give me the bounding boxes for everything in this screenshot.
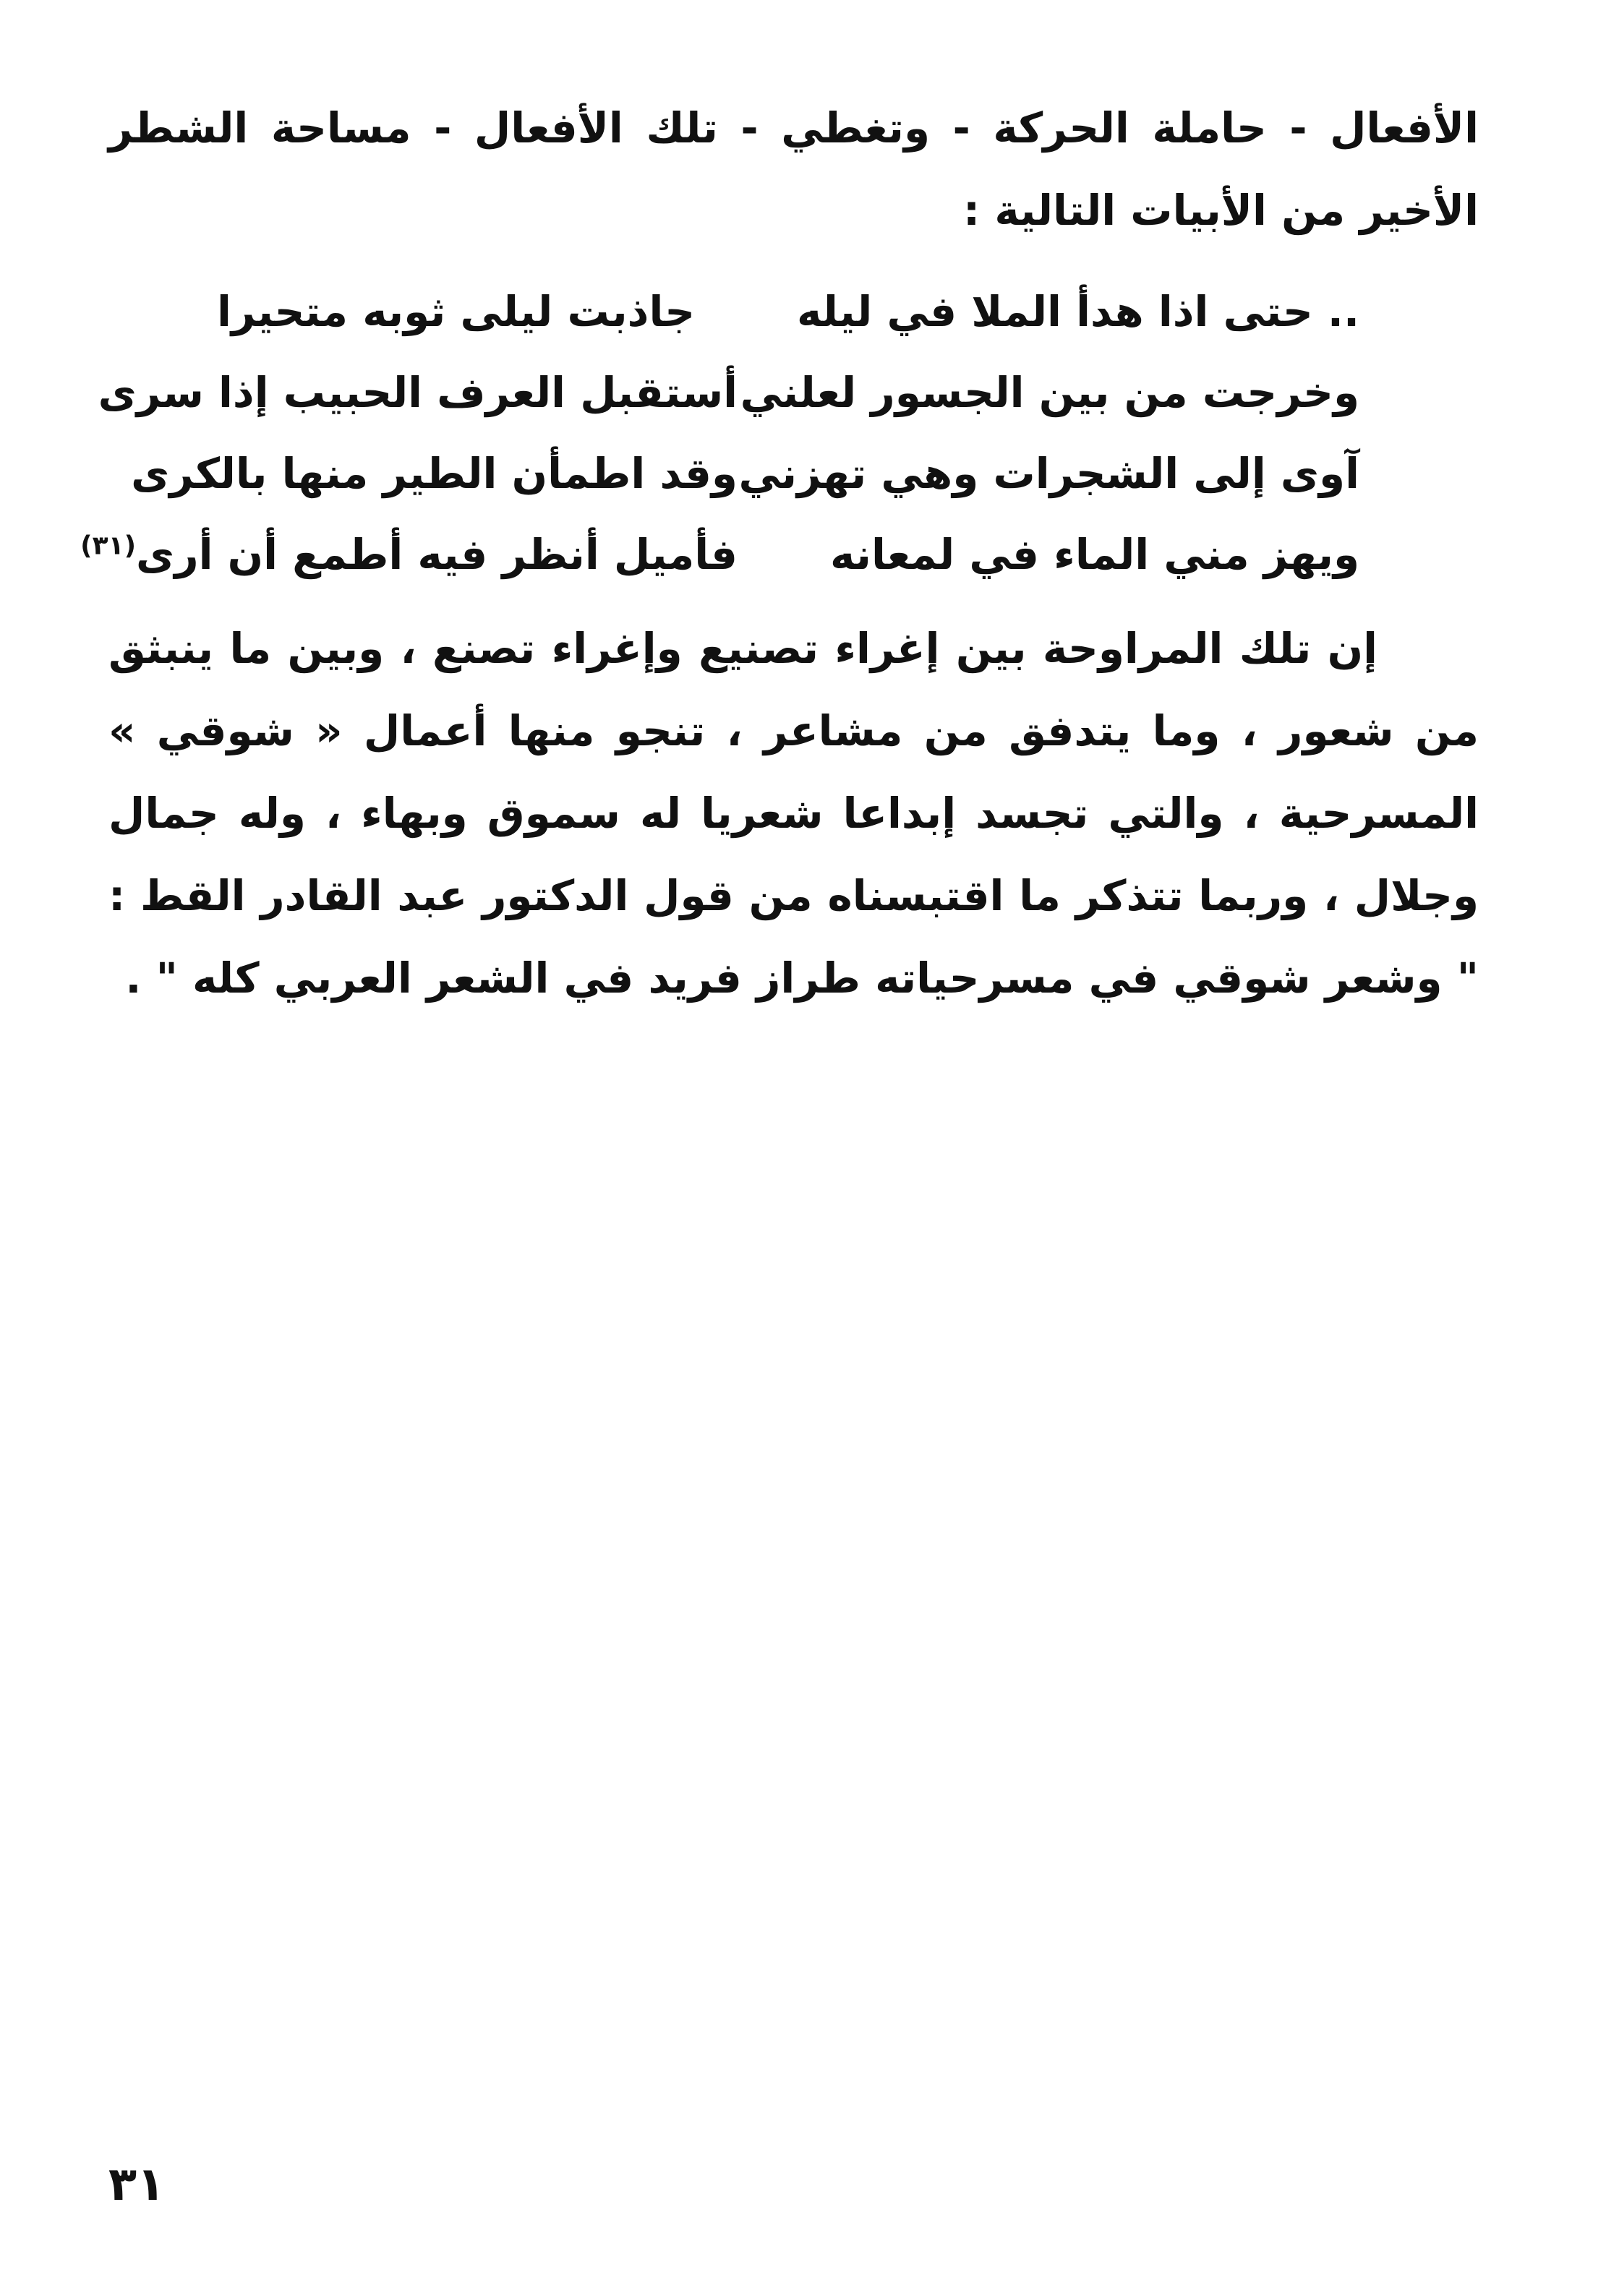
body-paragraph [108,607,1479,1019]
poem-verse [131,433,1359,514]
intro-text: الأفعال - حاملة الحركة - وتغطي - تلك الأفعال - مساحة الشطر الأخير من الأبيات التالية : [108,103,1479,235]
intro-paragraph [108,87,1479,252]
page-number: ٣١ [108,2158,166,2211]
verse-first-hemistich: .. حتى اذا هدأ الملا في ليله [796,287,1359,336]
poem-block [80,271,1359,595]
verse-first-hemistich: آوى إلى الشجرات وهي تهزني [738,449,1359,498]
verse-second-hemistich [80,530,738,579]
verse-second-hemistich: أستقبل العرف الحبيب إذا سرى [98,368,738,417]
poem-verse [98,352,1359,433]
verse-second-hemistich: جاذبت ليلى ثوبه متحيرا [217,287,696,336]
body-text: إن تلك المراوحة بين إغراء تصنيع وإغراء تصنع ، وبين ما ينبثق من شعور ، وما يتدفق من مشاعر ، تنجو منها أعمال « شوقي » المسرحية ، والتي تجسد إبداعا شعريا له سموق وبهاء ، وله جمال وجلال ، وربما تتذكر ما اقتبسناه من قول الدكتور عبد القادر القط : " وشعر شوقي في مسرحياته طراز فريد في الشعر العربي كله " . [108,624,1479,1003]
verse-first-hemistich: وخرجت من بين الجسور لعلني [740,368,1359,417]
verse-second-hemistich-text: فأميل أنظر فيه أطمع أن أرى [136,530,738,579]
poem-verse [80,514,1359,595]
footnote-reference: (٣١) [80,531,137,561]
poem-verse [217,271,1359,352]
verse-first-hemistich: ويهز مني الماء في لمعانه [830,530,1359,579]
verse-second-hemistich: وقد اطمأن الطير منها بالكرى [131,449,738,498]
